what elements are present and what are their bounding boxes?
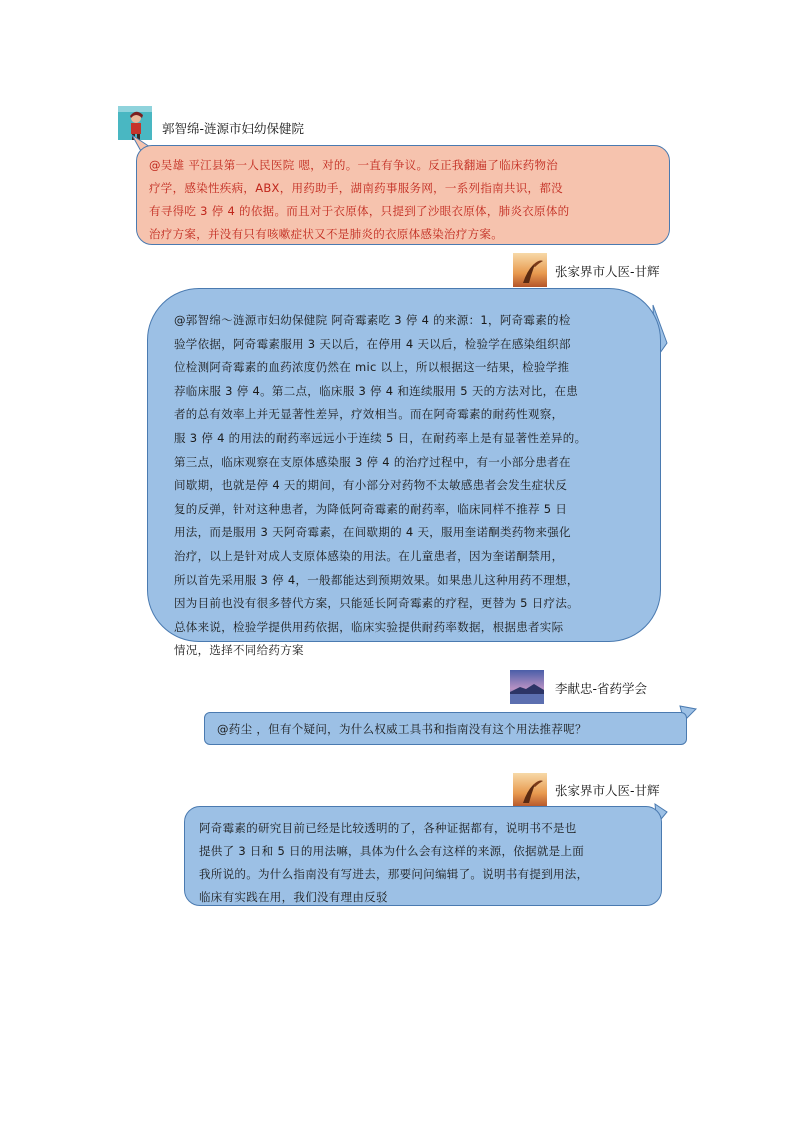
- message-line: 疗学，感染性疾病，ABX，用药助手，湖南药事服务网，一系列指南共识，都没: [149, 181, 563, 195]
- message-line: 阿奇霉素的研究目前已经是比较透明的了，各种证据都有，说明书不是也: [199, 821, 577, 835]
- message-line: 治疗，以上是针对成人支原体感染的用法。在儿童患者，因为奎诺酮禁用，: [174, 548, 564, 563]
- sender-name: 张家界市人医-甘辉: [555, 783, 660, 798]
- avatar-sunset-bird-icon: [513, 773, 547, 807]
- message-line: 临床有实践在用，我们没有理由反驳: [199, 890, 388, 904]
- message-bubble[interactable]: [184, 806, 662, 906]
- message-bubble[interactable]: [204, 712, 687, 745]
- message-line: @吴雄 平江县第一人民医院 嗯，对的。一直有争议。反正我翻遍了临床药物治: [149, 158, 559, 172]
- message-line: 荐临床服 3 停 4。第二点，临床服 3 停 4 和连续服用 5 天的方法对比，在患: [174, 383, 579, 398]
- sender-name: 郭智绵-涟源市妇幼保健院: [162, 121, 305, 136]
- message-line: 位检测阿奇霉素的血药浓度仍然在 mic 以上，所以根据这一结果，检验学推: [174, 360, 570, 375]
- message-line: 有寻得吃 3 停 4 的依据。而且对于衣原体，只提到了沙眼衣原体，肺炎衣原体的: [149, 204, 570, 218]
- avatar[interactable]: [513, 773, 547, 807]
- message-line: 情况，选择不同给药方案: [174, 643, 304, 658]
- message-line: @药尘 ，但有个疑问，为什么权威工具书和指南没有这个用法推荐呢？: [217, 722, 587, 736]
- message-line: 总体来说，检验学提供用药依据，临床实验提供耐药率数据，根据患者实际: [174, 619, 564, 634]
- message-bubble[interactable]: [147, 288, 661, 658]
- avatar[interactable]: [513, 253, 547, 287]
- message-line: 我所说的。为什么指南没有写进去，那要问问编辑了。说明书有提到用法，: [199, 867, 589, 881]
- message-bubble[interactable]: [136, 145, 670, 245]
- message-line: 间歇期，也就是停 4 天的期间，有小部分对药物不太敏感患者会发生症状反: [174, 478, 568, 493]
- message-line: 服 3 停 4 的用法的耐药率远远小于连续 5 日，在耐药率上是有显著性差异的。: [174, 430, 587, 445]
- sender-name: 张家界市人医-甘辉: [555, 264, 660, 279]
- message-line: 提供了 3 日和 5 日的用法嘛，具体为什么会有这样的来源，依据就是上面: [199, 844, 585, 858]
- message-line: @郭智绵～涟源市妇幼保健院 阿奇霉素吃 3 停 4 的来源：1，阿奇霉素的检: [174, 313, 571, 327]
- message-line: 因为目前也没有很多替代方案，只能延长阿奇霉素的疗程，更替为 5 日疗法。: [174, 596, 579, 611]
- message-line: 验学依据，阿奇霉素服用 3 天以后，在停用 4 天以后，检验学在感染组织部: [174, 336, 571, 351]
- avatar-mountain-icon: [510, 670, 544, 704]
- message-line: 者的总有效率上并无显著性差异，疗效相当。而在阿奇霉素的耐药性观察，: [174, 407, 564, 422]
- message-line: 第三点，临床观察在支原体感染服 3 停 4 的治疗过程中，有一小部分患者在: [174, 454, 571, 469]
- message-line: 治疗方案，并没有只有咳嗽症状又不是肺炎的衣原体感染治疗方案。: [149, 227, 503, 241]
- message-line: 用法，而是服用 3 天阿奇霉素，在间歇期的 4 天，服用奎诺酮类药物来强化: [174, 525, 571, 540]
- avatar-sunset-bird-icon: [513, 253, 547, 287]
- message-line: 复的反弹，针对这种患者，为降低阿奇霉素的耐药率，临床同样不推荐 5 日: [174, 501, 568, 516]
- sender-name: 李献忠-省药学会: [555, 681, 648, 696]
- avatar[interactable]: [510, 670, 544, 704]
- message-line: 所以首先采用服 3 停 4，一般都能达到预期效果。如果患儿这种用药不理想，: [174, 572, 579, 587]
